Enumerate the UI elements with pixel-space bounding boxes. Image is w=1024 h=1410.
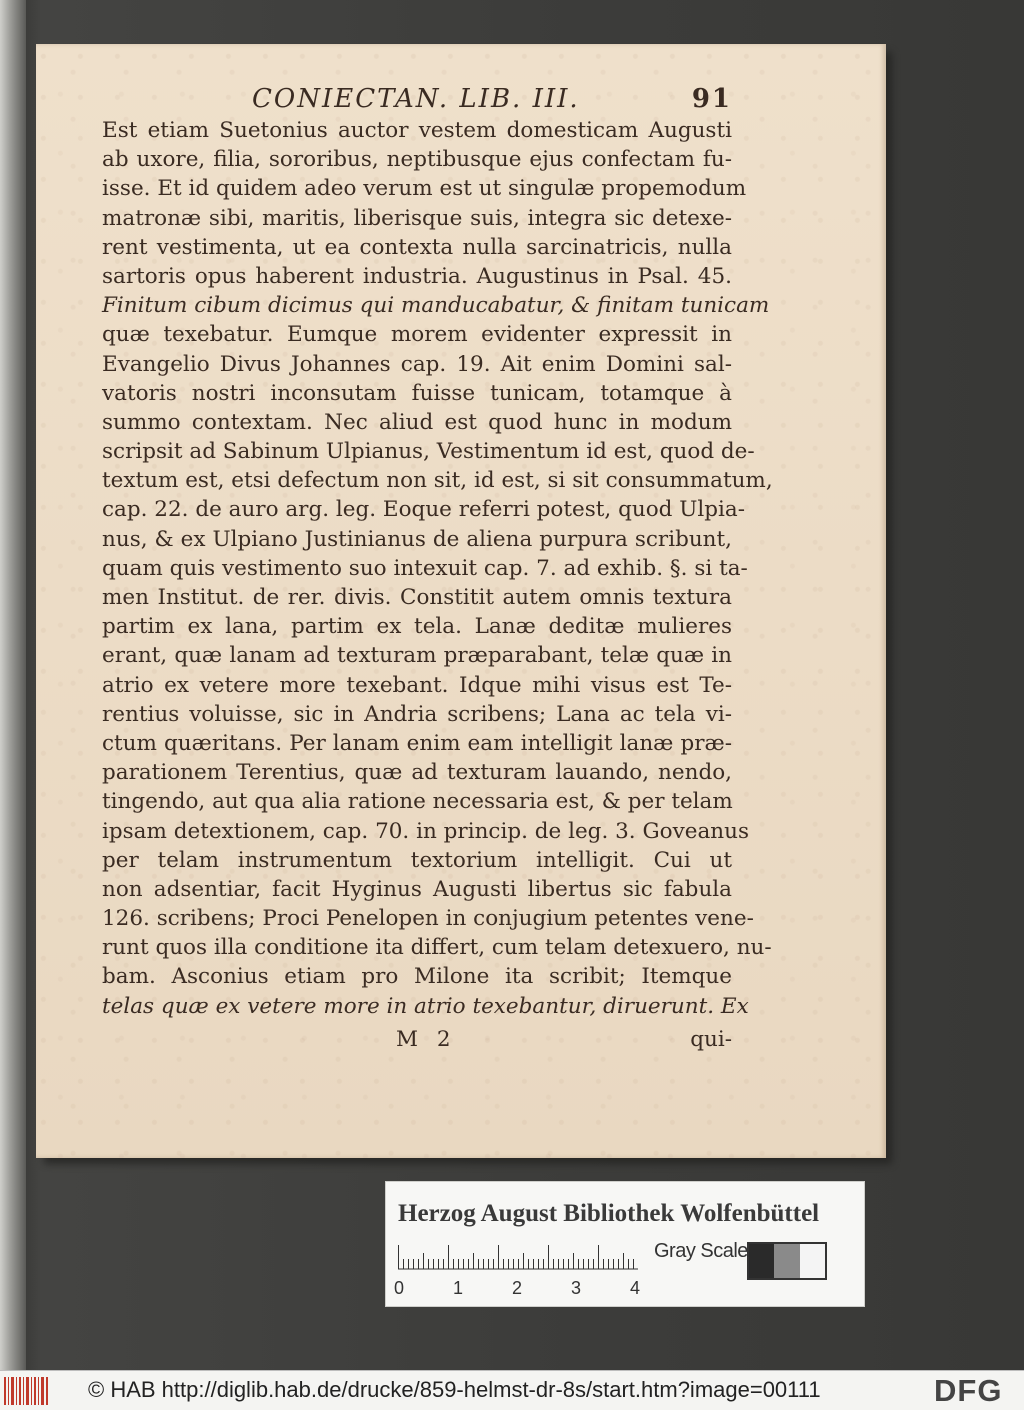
text-line: non adsentiar, facit Hyginus Augusti libertus sic fabula xyxy=(102,876,732,902)
text-line: quam quis vestimento suo intexuit cap. 7. ad exhib. §. si ta- xyxy=(102,555,748,581)
text-line: Est etiam Suetonius auctor vestem domesticam Augusti xyxy=(102,118,732,143)
text-line: parationem Terentius, quæ ad texturam lauando, nendo, xyxy=(102,760,732,786)
text-line: textum est, etsi defectum non sit, id est, si sit consummatum, xyxy=(102,468,773,494)
text-line: nus, & ex Ulpiano Justinianus de aliena purpura scribunt, xyxy=(102,526,732,552)
text-line: atrio ex vetere more texebant. Idque mihi visus est Te- xyxy=(102,672,732,698)
text-line: cap. 22. de auro arg. leg. Eoque referri potest, quod Ulpia- xyxy=(102,497,745,523)
text-line: isse. Et id quidem adeo verum est ut singulæ propemodum xyxy=(102,176,747,202)
scanner-edge-strip xyxy=(0,0,26,1370)
text-line: runt quos illa conditione ita differt, cum telam detexuero, nu- xyxy=(102,935,772,961)
gray-swatch xyxy=(774,1244,799,1278)
text-line: ctum quæritans. Per lanam enim eam intelligit lanæ præ- xyxy=(102,730,732,756)
page-footer xyxy=(102,1025,732,1055)
text-line: 126. scribens; Proci Penelopen in conjugium petentes vene- xyxy=(102,906,754,932)
ruler-scale xyxy=(398,1244,638,1270)
page-number: 91 xyxy=(691,84,732,114)
gray-swatch xyxy=(800,1244,825,1278)
text-line: summo contextam. Nec aliud est quod hunc in modum xyxy=(102,409,732,435)
barcode-icon xyxy=(4,1377,48,1405)
running-head-title: CONIECTAN. LIB. III. xyxy=(252,84,580,114)
text-line: matronæ sibi, maritis, liberisque suis, integra sic detexe- xyxy=(102,205,732,231)
text-line: bam. Asconius etiam pro Milone ita scribit; Itemque xyxy=(102,964,732,990)
ruler-number: 2 xyxy=(512,1278,523,1298)
ruler-number: 0 xyxy=(394,1278,405,1298)
text-line: tingendo, aut qua alia ratione necessaria est, & per telam xyxy=(102,789,733,815)
text-line: scripsit ad Sabinum Ulpianus, Vestimentum id est, quod de- xyxy=(102,439,755,465)
ruler-number: 1 xyxy=(453,1278,464,1298)
text-line: per telam instrumentum textorium intelligit. Cui ut xyxy=(102,847,732,873)
text-line: vatoris nostri inconsutam fuisse tunicam, totamque à xyxy=(102,380,732,406)
gray-scale-swatches xyxy=(747,1242,827,1280)
page-text-block xyxy=(102,84,773,1055)
text-line: Evangelio Divus Johannes cap. 19. Ait enim Domini sal- xyxy=(102,351,732,377)
text-line: ab uxore, filia, sororibus, neptibusque ejus confectam fu- xyxy=(102,147,732,173)
ruler-number: 3 xyxy=(571,1278,582,1298)
text-line: erant, quæ lanam ad texturam præparabant, telæ quæ in xyxy=(102,643,732,669)
library-name: Herzog August Bibliothek Wolfenbüttel xyxy=(398,1200,820,1227)
copyright-url: © HAB http://diglib.hab.de/drucke/859-helmst-dr-8s/start.htm?image=00111 xyxy=(88,1377,821,1402)
text-line: Finitum cibum dicimus qui manducabatur, & finitam tunicam xyxy=(102,293,770,319)
text-line: ipsam detextionem, cap. 70. in princip. de leg. 3. Goveanus xyxy=(102,818,749,844)
gray-swatch xyxy=(749,1244,774,1278)
gray-scale-label: Gray Scale xyxy=(654,1240,748,1262)
text-line: rent vestimenta, ut ea contexta nulla sarcinatricis, nulla xyxy=(102,234,732,260)
body-text xyxy=(102,116,773,1021)
text-line: sartoris opus haberent industria. Augustinus in Psal. 45. xyxy=(102,263,732,289)
book-page xyxy=(36,44,886,1158)
color-target-card xyxy=(385,1181,865,1307)
text-line: telas quæ ex vetere more in atrio texebantur, diruerunt. Ex xyxy=(102,993,749,1019)
catchword: qui- xyxy=(690,1026,732,1052)
text-line: rentius voluisse, sic in Andria scribens; Lana ac tela vi- xyxy=(102,701,732,727)
text-line: partim ex lana, partim ex tela. Lanæ deditæ mulieres xyxy=(102,614,732,640)
signature-mark: M 2 xyxy=(396,1026,457,1052)
ruler-number: 4 xyxy=(630,1278,641,1298)
running-head xyxy=(102,84,732,116)
text-line: quæ texebatur. Eumque morem evidenter expressit in xyxy=(102,322,732,348)
text-line: men Institut. de rer. divis. Constitit autem omnis textura xyxy=(102,585,732,610)
dfg-logo: DFG xyxy=(934,1373,1003,1408)
ruler-numbers xyxy=(394,1278,664,1300)
caption-bar xyxy=(0,1370,1024,1410)
